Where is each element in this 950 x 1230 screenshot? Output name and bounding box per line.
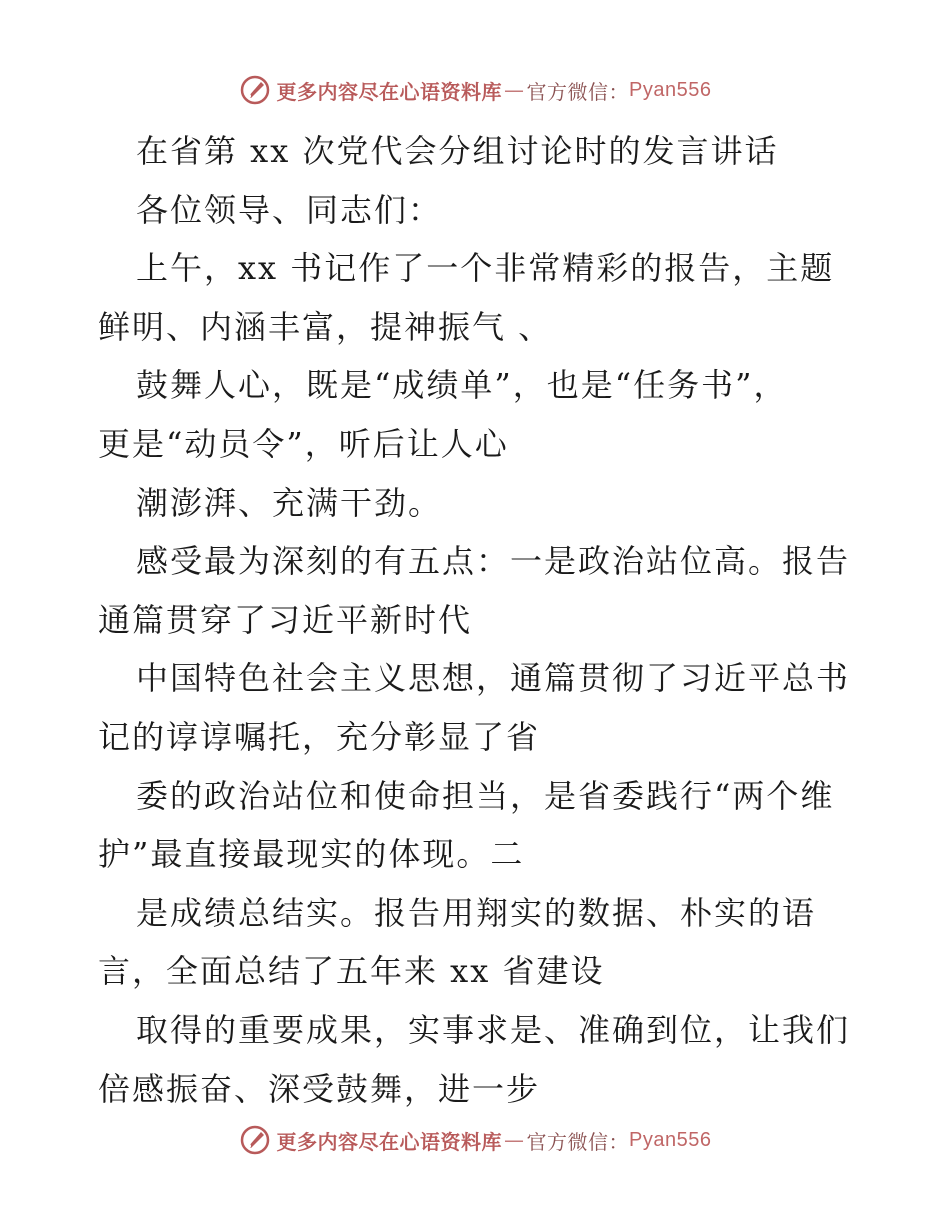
document-body	[98, 122, 858, 1118]
text-line: 倍感振奋、深受鼓舞，进一步	[98, 1069, 541, 1108]
watermark-separator: —	[504, 1128, 525, 1152]
watermark-separator: —	[504, 78, 525, 102]
text-line: 委的政治站位和使命担当，是省委践行“两个维	[136, 776, 835, 815]
text-line: 中国特色社会主义思想，通篇贯彻了习近平总书	[136, 659, 851, 698]
watermark-wechat-label: 官方微信：	[526, 1129, 630, 1154]
text-line: 在省第 xx 次党代会分组讨论时的发言讲话	[136, 132, 779, 170]
watermark-wechat-id: Pyan556	[629, 78, 712, 101]
watermark-wechat-label: 官方微信：	[526, 79, 630, 104]
text-line: 是成绩总结实。报告用翔实的数据、朴实的语	[136, 893, 817, 932]
text-line: 取得的重要成果，实事求是、准确到位，让我们	[136, 1010, 851, 1049]
text-line: 上午，xx 书记作了一个非常精彩的报告，主题	[136, 249, 835, 288]
text-line: 护”最直接最现实的体现。二	[98, 835, 525, 874]
text-line: 更是“动员令”，听后让人心	[98, 424, 509, 463]
quill-logo-icon	[239, 1124, 271, 1156]
text-line: 鼓舞人心，既是“成绩单”，也是“任务书”，	[136, 366, 788, 405]
header-watermark	[0, 70, 950, 110]
text-line: 通篇贯穿了习近平新时代	[98, 600, 473, 639]
text-line: 记的谆谆嘱托，充分彰显了省	[98, 717, 541, 756]
text-line: 潮澎湃、充满干劲。	[136, 483, 443, 522]
text-line: 鲜明、内涵丰富，提神振气 、	[98, 307, 553, 346]
watermark-brand: 更多内容尽在心语资料库	[276, 1129, 503, 1154]
text-line: 各位领导、同志们：	[136, 190, 443, 229]
watermark-wechat-id: Pyan556	[629, 1128, 712, 1151]
text-line: 言，全面总结了五年来 xx 省建设	[98, 952, 605, 991]
watermark-brand: 更多内容尽在心语资料库	[276, 79, 503, 104]
quill-logo-icon	[239, 74, 271, 106]
text-line: 感受最为深刻的有五点：一是政治站位高。报告	[136, 542, 851, 581]
footer-watermark	[0, 1120, 950, 1160]
